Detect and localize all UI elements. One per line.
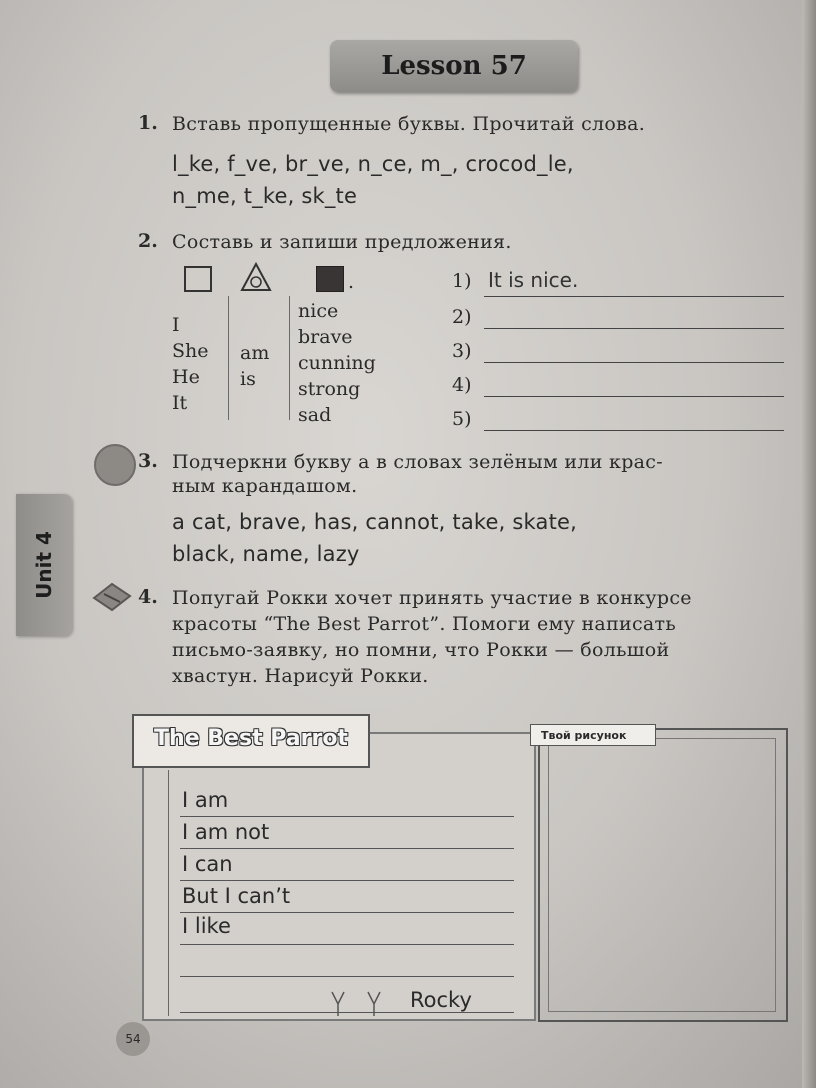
card-line-text: I am not [182,820,270,844]
signature-rocky: Rocky [410,988,472,1012]
task-4-text-line-3: письмо-заявку, но помни, что Рокки — большой [172,639,670,661]
task-3-instruction-line-2: ным карандашом. [172,475,358,497]
card-line-text: But I can’t [182,884,291,908]
card-writing-line[interactable] [180,880,514,881]
task-4-text-line-2: красоты “The Best Parrot”. Помоги ему написать [172,613,677,635]
square-outline-icon [184,266,212,292]
answer-line-3[interactable] [484,362,784,363]
task-3-instruction-line-1: Подчеркни букву a в словах зелёным или крас- [172,451,663,473]
answer-line-1[interactable] [484,296,784,297]
answer-line-2[interactable] [484,328,784,329]
unit-tab-label: Unit 4 [32,531,56,599]
answer-number: 3) [452,340,472,362]
pronoun-word: I [172,314,180,336]
card-margin-line [168,770,169,1016]
answer-number: 2) [452,306,472,328]
answer-line-4[interactable] [484,396,784,397]
adjective-word: brave [298,326,353,348]
task-4-text-line-1: Попугай Рокки хочет принять участие в конкурсе [172,587,692,609]
filled-square-icon [316,266,344,292]
card-writing-line[interactable] [180,976,514,977]
adjective-word: nice [298,300,339,322]
lesson-title: Lesson 57 [381,51,527,81]
application-card-title: The Best Parrot [132,714,370,768]
page-number: 54 [116,1022,150,1056]
lesson-title-badge [330,40,578,92]
task-2-instruction: Составь и запиши предложения. [172,231,512,253]
task-3-words-line-2: black, name, lazy [172,542,360,566]
answer-number: 5) [452,408,472,430]
drawing-area-inner[interactable] [548,738,776,1012]
task-1-instruction: Вставь пропущенные буквы. Прочитай слова. [172,113,646,135]
card-line-text: I am [182,788,229,812]
triangle-circle-icon [240,262,272,292]
answer-line-5[interactable] [484,430,784,431]
task-3-number: 3. [138,450,158,472]
task-4-number: 4. [138,586,158,608]
task-1-words-line-2: n_me, t_ke, sk_te [172,184,358,208]
book-writing-icon [90,580,134,614]
card-writing-line[interactable] [180,816,514,817]
symbols-period: . [348,271,355,293]
pronoun-word: It [172,392,188,414]
answer-text-1[interactable]: It is nice. [488,268,579,292]
task-1-number: 1. [138,112,158,134]
answer-number: 4) [452,374,472,396]
page-edge [802,0,816,1088]
card-writing-line[interactable] [180,944,514,945]
adjective-word: strong [298,378,361,400]
bird-footprints-icon [328,990,398,1018]
card-writing-line[interactable] [180,848,514,849]
task-1-words-line-1: l_ke, f_ve, br_ve, n_ce, m_, crocod_le, [172,152,574,176]
answer-number: 1) [452,270,472,292]
pronoun-word: He [172,366,200,388]
adjective-word: cunning [298,352,376,374]
column-divider-1 [228,296,229,420]
task-4-text-line-4: хвастун. Нарисуй Рокки. [172,665,429,687]
application-card [142,732,536,1021]
task-2-number: 2. [138,230,158,252]
verb-word: am [240,342,270,364]
adjective-word: sad [298,404,332,426]
card-line-text: I like [182,914,231,938]
verb-word: is [240,368,256,390]
column-divider-2 [289,296,290,420]
drawing-label: Твой рисунок [530,724,656,746]
card-writing-line[interactable] [180,912,514,913]
card-line-text: I can [182,852,233,876]
pronoun-word: She [172,340,209,362]
task-3-words-line-1: a cat, brave, has, cannot, take, skate, [172,510,578,534]
unit-tab [16,494,72,636]
pencil-task-icon [94,444,136,486]
card-bottom-line [180,1012,514,1013]
